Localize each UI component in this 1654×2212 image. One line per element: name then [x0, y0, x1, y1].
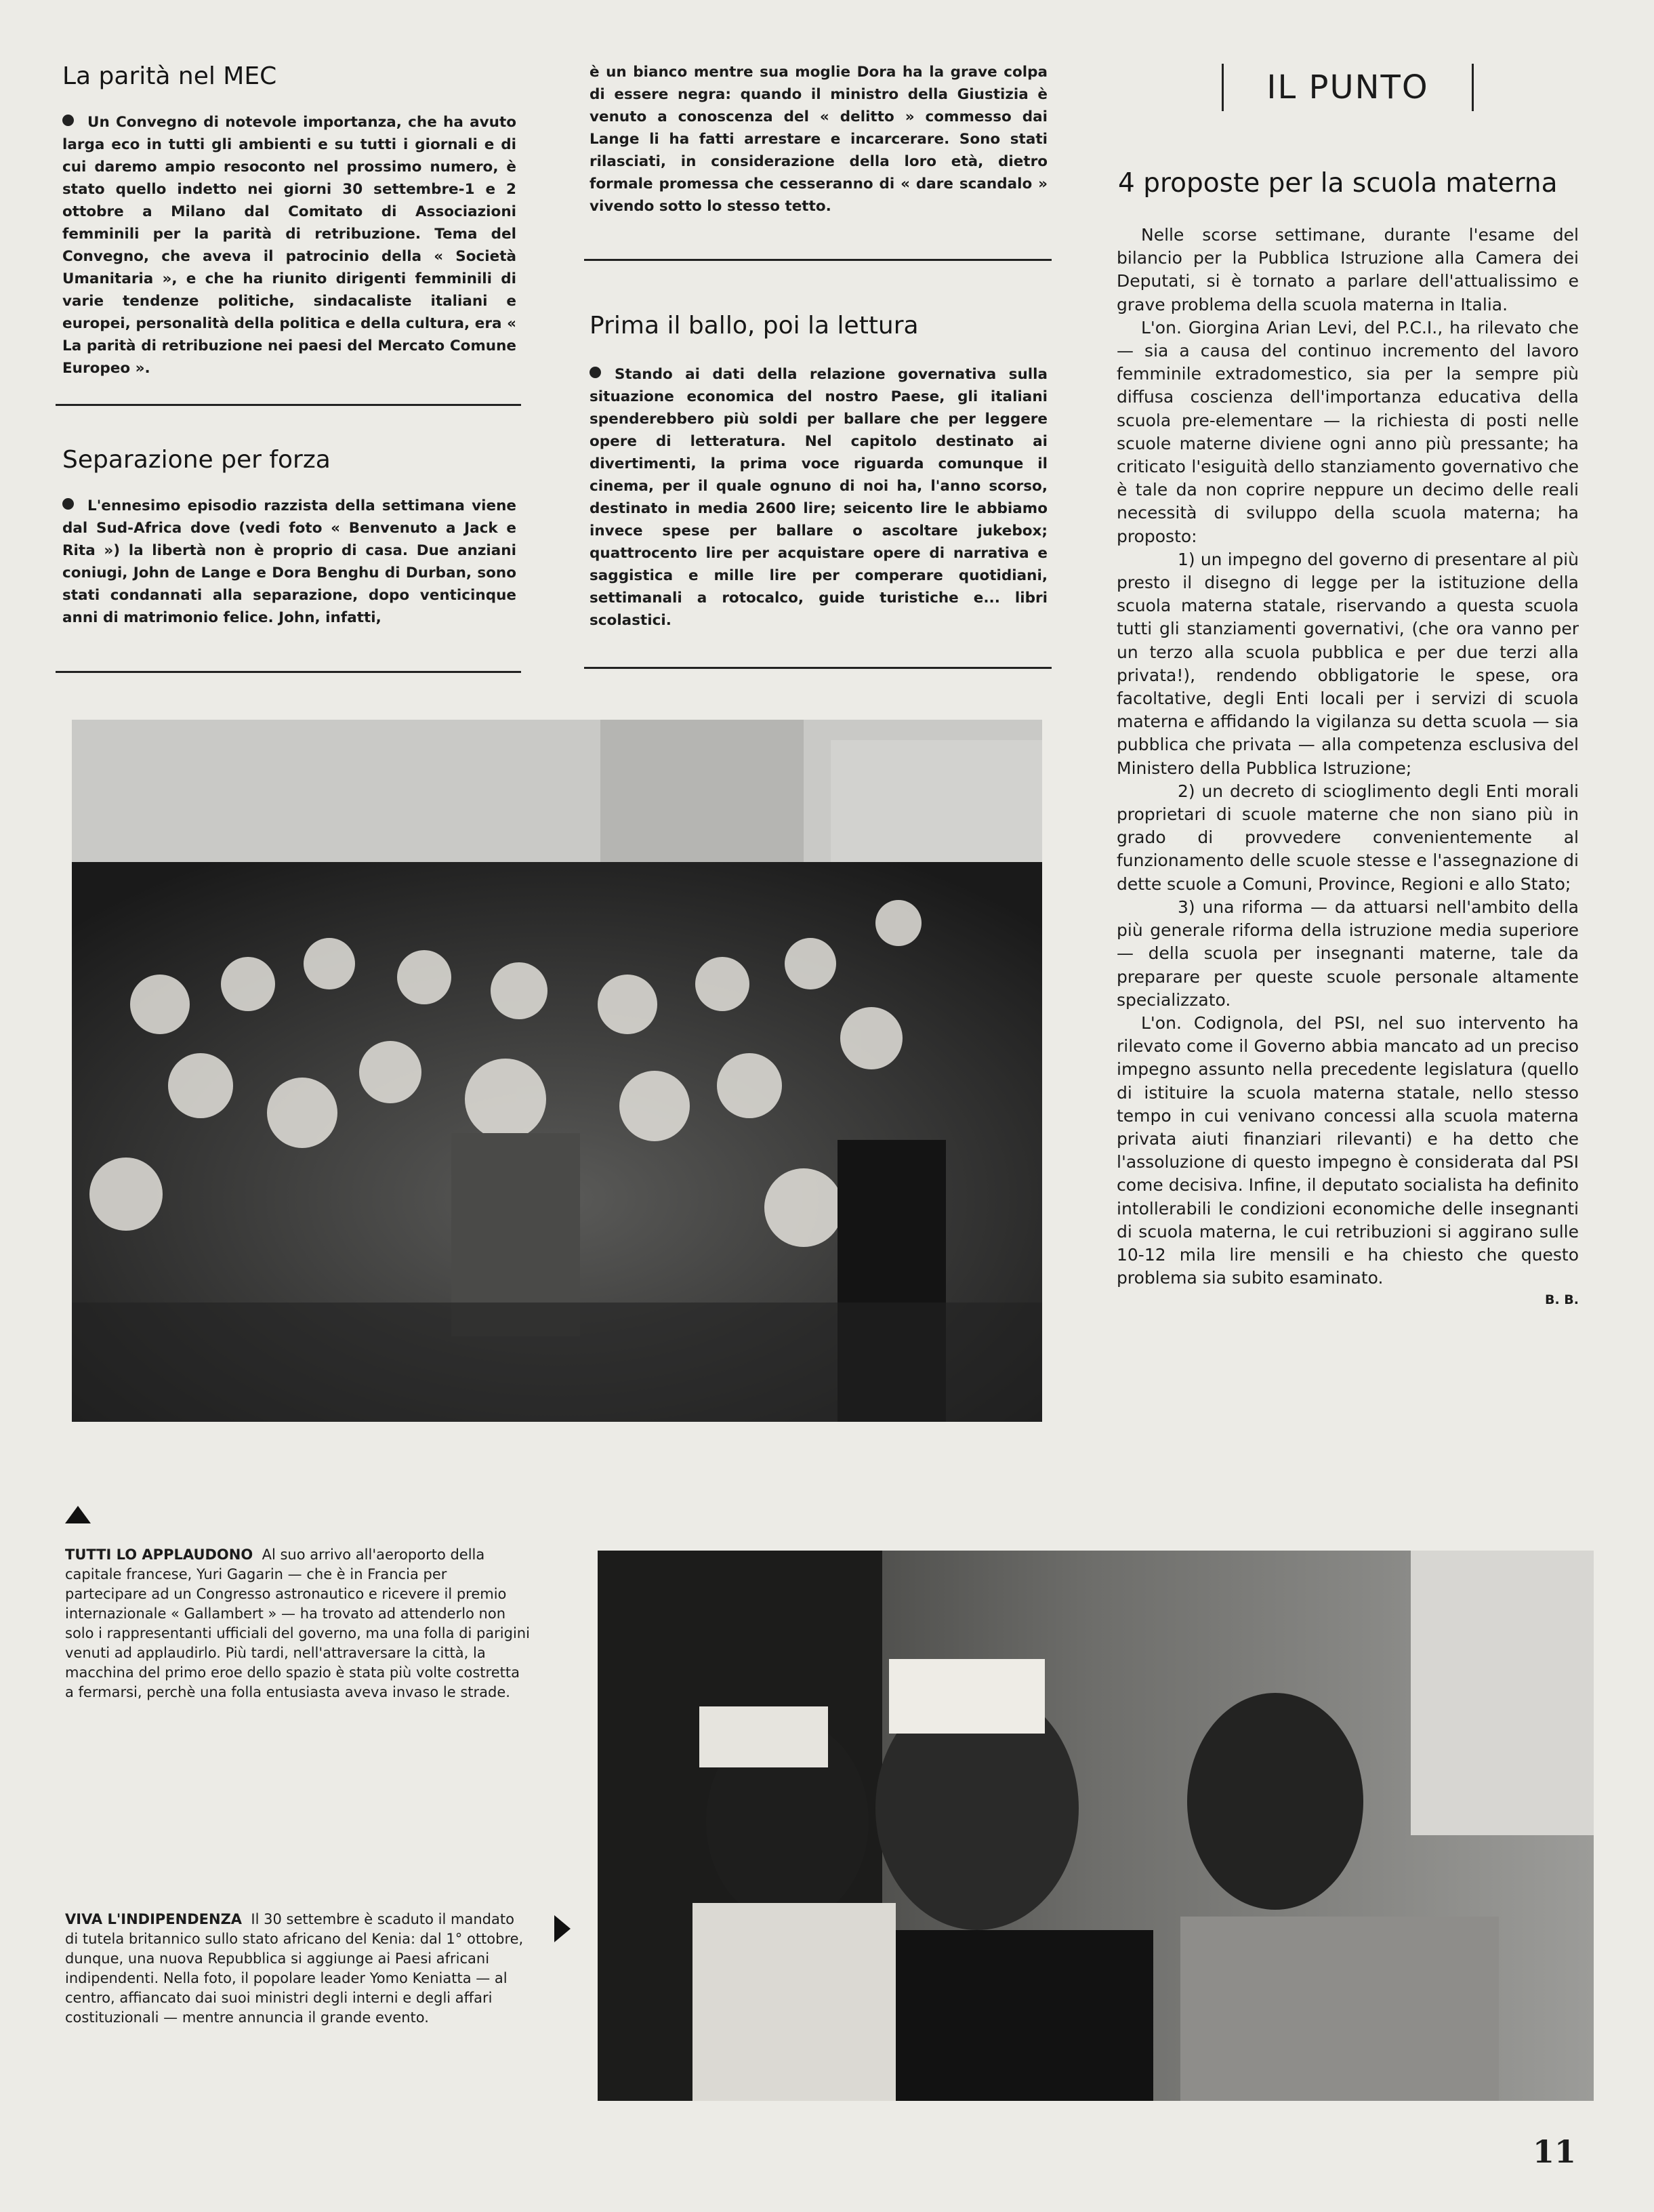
paragraph: L'on. Giorgina Arian Levi, del P.C.I., ha rilevato che — sia a causa del continuo incremento del lavoro femminile extradomestico, sia per la sempre più diffusa coscienza dell'importanza educativa della scuola pre-elementare — la richiesta di posti nelle scuole materne diviene ogni anno più pressante; ha criticato l'esiguità dello stanziamento governativo che è tale da non coprire neppure un decimo delle reali necessità di sviluppo della scuola materna; ha proposto:: [1117, 317, 1579, 546]
paragraph: Nelle scorse settimane, durante l'esame del bilancio per la Pubblica Istruzione alla Camera dei Deputati, si è tornato a parlare dell'attualissimo e grave problema della scuola materna in Italia.: [1117, 225, 1579, 314]
article-title-separazione: Separazione per forza: [62, 446, 331, 474]
article-title-scuola-materna: 4 proposte per la scuola materna: [1118, 168, 1558, 199]
article-body-scuola-materna: [1117, 224, 1579, 1307]
bullet-icon: [590, 367, 601, 378]
divider: [584, 667, 1052, 669]
photo-caption-kenia: VIVA L'INDIPENDENZA Il 30 settembre è scaduto il mandato di tutela britannico sullo stato africano del Kenia: dal 1° ottobre, dunque, una nuova Repubblica si aggiunge ai Paesi africani indipendenti. Nella foto, il popolare leader Yomo Keniatta — al centro, affiancato dai suoi ministri degli interni e degli affari costituzionali — mentre annuncia il grande evento.: [65, 1911, 524, 2026]
caption-lead: TUTTI LO APPLAUDONO: [65, 1547, 253, 1563]
article-body-ballo: Stando ai dati della relazione governativa sulla situazione economica del nostro Paese, gli italiani spenderebbero più soldi per ballare che per leggere opere di letteratura. Nel capitolo destinato ai divertimenti, la prima voce riguarda comunque il cinema, per il quale ognuno di noi ha, l'anno scorso, destinato in media 2600 lire; seicento lire le abbiamo invece spese per ballare o ascoltare jukebox; quattrocento lire per acquistare opere di narrativa e saggistica e mille lire per comperare quotidiani, settimanali a rotocalco, guide turistiche e... libri scolastici.: [590, 366, 1048, 629]
triangle-right-icon: [554, 1915, 571, 1942]
photo-gagarin-crowd: [72, 720, 1042, 1422]
divider: [584, 259, 1052, 261]
proposal-item: 2) un decreto di scioglimento degli Enti morali proprietari di scuole materne che non siano più in grado di provvedere convenientemente al funzionamento delle scuole stesse e l'assegnazione di dette scuole a Comuni, Province, Regioni e allo Stato;: [1117, 781, 1579, 894]
bullet-icon: [62, 115, 74, 126]
article-signature: B. B.: [1544, 1292, 1579, 1308]
divider: [56, 671, 521, 673]
caption-lead: VIVA L'INDIPENDENZA: [65, 1911, 243, 1927]
article-body-separazione-continued: è un bianco mentre sua moglie Dora ha la grave colpa di essere negra: quando il ministro della Giustizia è venuto a conoscenza del « delitto » commesso dai Lange li ha fatti arrestare e incarcerare. Sono stati rilasciati, in considerazione della loro età, dietro formale promessa che cesseranno di « dare scandalo » vivendo sotto lo stesso tetto.: [590, 64, 1048, 215]
photo-kenia-leaders: [598, 1551, 1594, 2101]
photo-caption-gagarin: TUTTI LO APPLAUDONO Al suo arrivo all'aeroporto della capitale francese, Yuri Gagarin — che è in Francia per partecipare ad un Congresso astronautico e ricevere il premio internazionale « Gallambert » — ha trovato ad attenderlo non solo i rappresentanti ufficiali del governo, ma una folla di parigini venuti ad applaudirlo. Più tardi, nell'attraversare la città, la macchina del primo eroe dello spazio è stata più volte costretta a fermarsi, perchè una folla entusiasta aveva invaso le strade.: [65, 1547, 530, 1700]
article-body-separazione: L'ennesimo episodio razzista della settimana viene dal Sud-Africa dove (vedi foto « Benvenuto a Jack e Rita ») la libertà non è proprio di casa. Due anziani coniugi, John de Lange e Dora Benghu di Durban, sono stati condannati alla separazione, dopo venticinque anni di matrimonio felice. John, infatti,: [62, 497, 516, 626]
article-title-ballo: Prima il ballo, poi la lettura: [590, 312, 919, 340]
triangle-up-icon: [65, 1506, 91, 1523]
divider: [56, 404, 521, 406]
bullet-icon: [62, 498, 74, 510]
section-label-box: [1222, 64, 1474, 111]
section-label: IL PUNTO: [1266, 68, 1429, 106]
article-title-parita: La parità nel MEC: [62, 62, 277, 90]
paragraph: L'on. Codignola, del PSI, nel suo intervento ha rilevato come il Governo abbia mancato ad un preciso impegno assunto nella precedente legislatura (quello di istituire la scuola materna statale, nello stesso tempo in cui venivano concessi alla scuola materna privata aiuti finanziari rilevanti) e ha detto che l'assoluzione di questo impegno è considerata dal PSI come decisiva. Infine, il deputato socialista ha definito intollerabili le condizioni economiche delle insegnanti di scuola materna, le cui retribuzioni si aggirano sulle 10-12 mila lire mensili e ha chiesto che questo problema sia subito esaminato.: [1117, 1012, 1579, 1288]
proposal-item: 3) una riforma — da attuarsi nell'ambito della più generale riforma della istruzione media superiore — della scuola per insegnanti materne, tale da preparare per queste scuole personale altamente specializzato.: [1117, 897, 1579, 1010]
page-number: 11: [1533, 2133, 1577, 2170]
article-body-parita: Un Convegno di notevole importanza, che ha avuto larga eco in tutti gli ambienti e su tutti i giornali e di cui daremo ampio resoconto nel prossimo numero, è stato quello indetto nei giorni 30 settembre-1 e 2 ottobre a Milano dal Comitato di Associazioni femminili per la parità di retribuzione. Tema del Convegno, che aveva il patrocinio della « Società Umanitaria », e che ha riunito dirigenti femminili di varie tendenze politiche, sindacaliste italiani e europei, personalità della politica e della cultura, era « La parità di retribuzione nei paesi del Mercato Comune Europeo ».: [62, 114, 516, 377]
proposal-item: 1) un impegno del governo di presentare al più presto il disegno di legge per la istituzione della scuola materna statale, riservando a questa scuola tutti gli stanziamenti governativi, (che ora vanno per un terzo alla scuola pubblica e per due terzi alla privata!), rendendo obbligatorie le spese, ora facoltative, degli Enti locali per i servizi di scuola materna e affidando la vigilanza su detta scuola — sia pubblica che privata — alla competenza esclusiva del Ministero della Pubblica Istruzione;: [1117, 549, 1579, 778]
